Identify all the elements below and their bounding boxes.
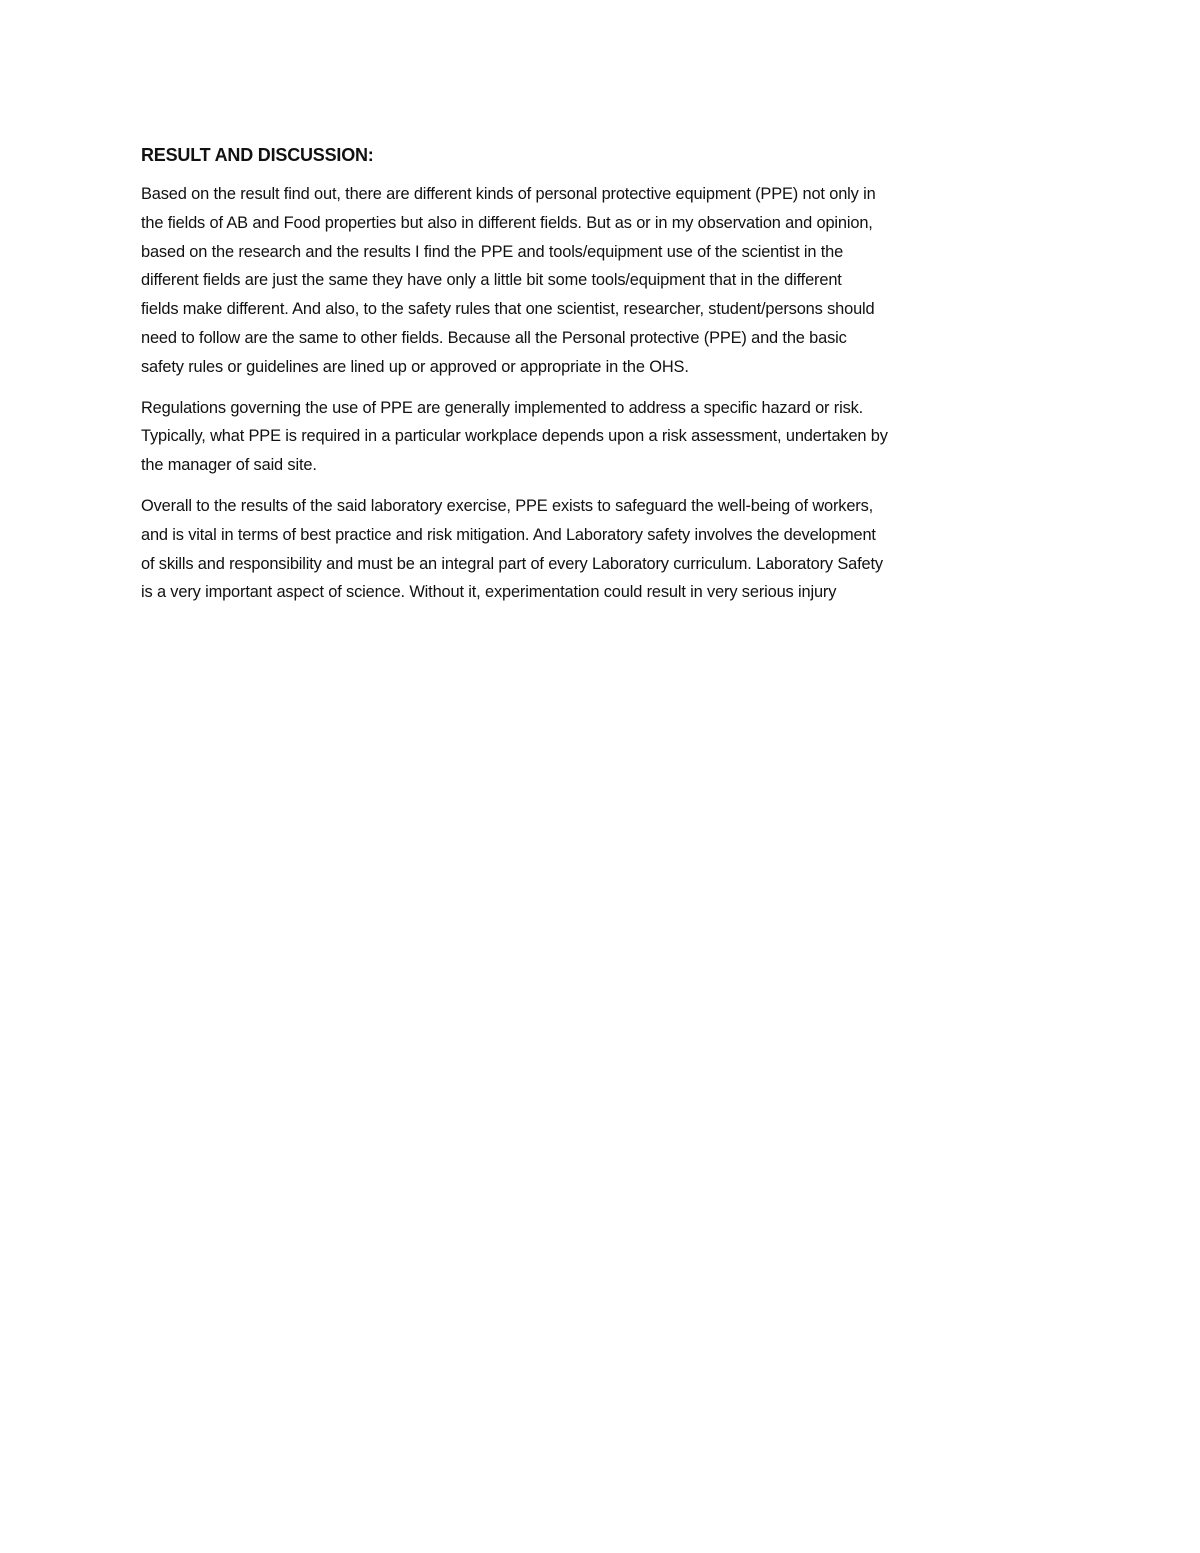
paragraph-line: need to follow are the same to other fields. Because all the Personal protective (PPE) and the basic: [141, 328, 847, 347]
paragraph-line: fields make different. And also, to the safety rules that one scientist, researcher, student/persons should: [141, 300, 875, 319]
paragraph-line: the fields of AB and Food properties but also in different fields. But as or in my observation and opinion,: [141, 213, 873, 232]
paragraph-line: is a very important aspect of science. Without it, experimentation could result in very serious injury: [141, 583, 837, 602]
paragraph-line: of skills and responsibility and must be an integral part of every Laboratory curriculum. Laboratory Safety: [141, 554, 883, 573]
paragraph-line: different fields are just the same they have only a little bit some tools/equipment that in the different: [141, 271, 842, 290]
paragraph-3: [141, 492, 1066, 607]
paragraph-line: Overall to the results of the said laboratory exercise, PPE exists to safeguard the well-being of workers,: [141, 496, 874, 515]
paragraph-line: based on the research and the results I find the PPE and tools/equipment use of the scientist in the: [141, 242, 844, 261]
paragraph-1: [141, 180, 1066, 382]
paragraph-line: Typically, what PPE is required in a particular workplace depends upon a risk assessment, undertaken by: [141, 427, 888, 446]
paragraph-line: the manager of said site.: [141, 456, 317, 475]
paragraph-line: Regulations governing the use of PPE are generally implemented to address a specific hazard or risk.: [141, 398, 864, 417]
document-body: [141, 141, 1066, 619]
paragraph-2: [141, 394, 1066, 480]
section-heading: RESULT AND DISCUSSION:: [141, 145, 374, 165]
paragraph-line: and is vital in terms of best practice and risk mitigation. And Laboratory safety involves the development: [141, 525, 876, 544]
paragraph-line: safety rules or guidelines are lined up or approved or appropriate in the OHS.: [141, 357, 689, 376]
paragraph-line: Based on the result find out, there are different kinds of personal protective equipment (PPE) not only in: [141, 185, 876, 203]
